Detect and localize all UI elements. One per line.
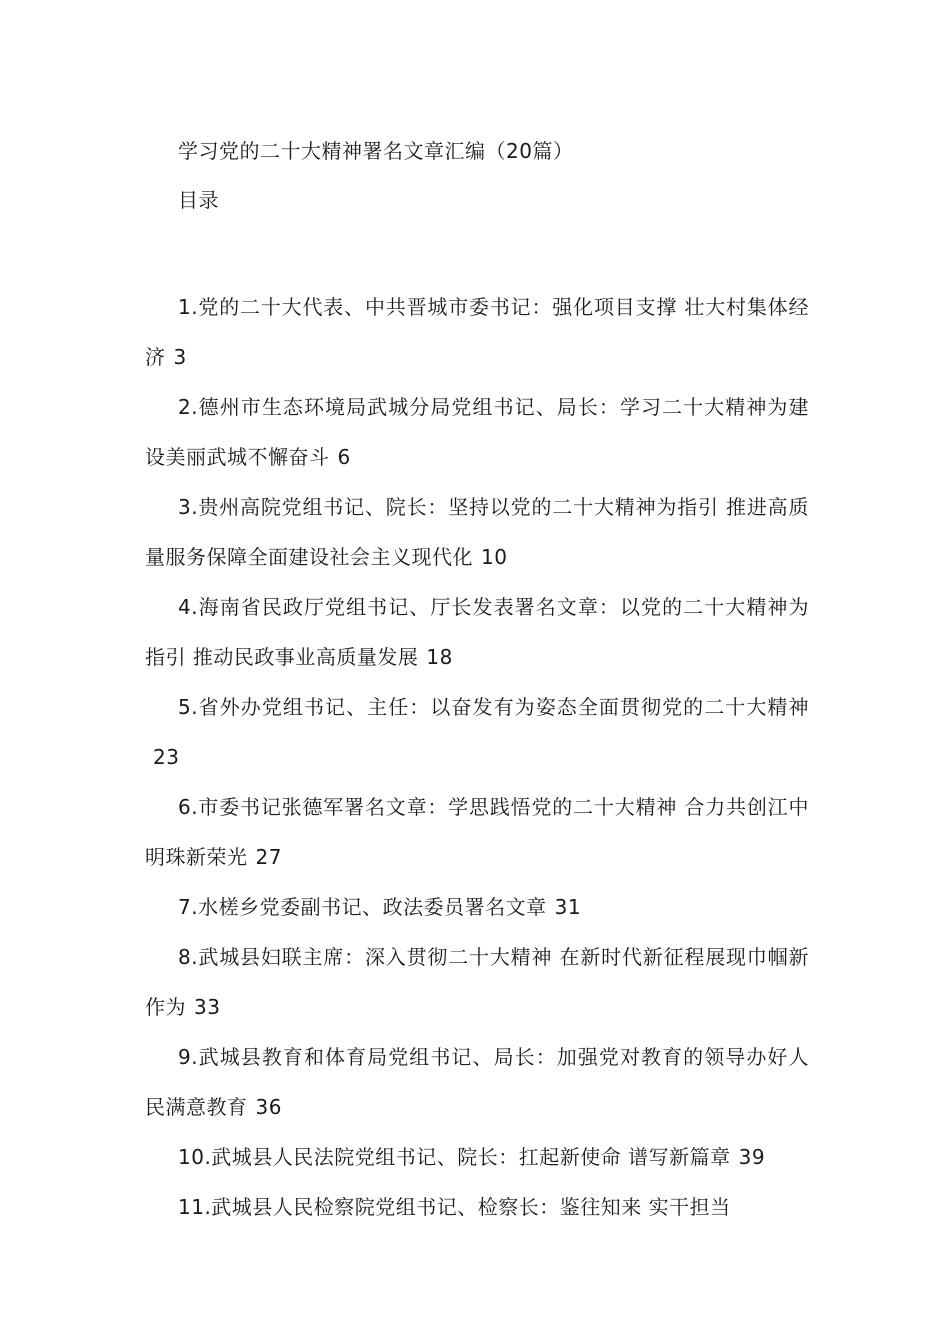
toc-entry-text: 6.市委书记张德军署名文章：学思践悟党的二十大精神 合力共创江中明珠新荣光 — [145, 795, 809, 869]
toc-entry — [145, 682, 809, 782]
toc-entry-page: 39 — [738, 1145, 766, 1169]
toc-entry-text: 1.党的二十大代表、中共晋城市委书记：强化项目支撑 壮大村集体经济 — [145, 295, 809, 369]
toc-entry-page: 31 — [554, 895, 582, 919]
toc-entry — [145, 482, 809, 582]
toc-entry-page: 3 — [173, 345, 187, 369]
toc-entry-text: 2.德州市生态环境局武城分局党组书记、局长：学习二十大精神为建设美丽武城不懈奋斗 — [145, 395, 809, 469]
toc-entry-page: 33 — [194, 995, 221, 1019]
toc-entry-text: 8.武城县妇联主席：深入贯彻二十大精神 在新时代新征程展现巾帼新作为 — [145, 945, 809, 1019]
toc-entry-page: 27 — [255, 845, 282, 869]
toc-entry — [145, 282, 809, 382]
toc-entry-page: 10 — [481, 545, 508, 569]
toc-entry-text: 11.武城县人民检察院党组书记、检察长：鉴往知来 实干担当 — [178, 1195, 731, 1219]
toc-entry-page: 36 — [255, 1095, 282, 1119]
toc-entry — [145, 382, 809, 482]
toc-entry — [145, 1182, 809, 1232]
toc-entry — [145, 882, 809, 932]
toc-heading: 目录 — [178, 188, 219, 212]
table-of-contents — [145, 282, 809, 1232]
toc-entry-page: 23 — [153, 745, 180, 769]
toc-entry-text: 5.省外办党组书记、主任：以奋发有为姿态全面贯彻党的二十大精神 — [178, 695, 809, 719]
toc-entry — [145, 932, 809, 1032]
toc-entry — [145, 1132, 809, 1182]
toc-entry — [145, 1032, 809, 1132]
toc-entry-page: 18 — [426, 645, 453, 669]
toc-entry — [145, 782, 809, 882]
toc-entry-text: 10.武城县人民法院党组书记、院长：扛起新使命 谱写新篇章 — [178, 1145, 731, 1169]
document-title: 学习党的二十大精神署名文章汇编（20篇） — [178, 139, 574, 163]
toc-entry — [145, 582, 809, 682]
toc-entry-page: 6 — [337, 445, 351, 469]
toc-entry-text: 4.海南省民政厅党组书记、厅长发表署名文章：以党的二十大精神为指引 推动民政事业高质量发展 — [145, 595, 809, 669]
toc-entry-text: 3.贵州高院党组书记、院长：坚持以党的二十大精神为指引 推进高质量服务保障全面建设社会主义现代化 — [145, 495, 809, 569]
toc-entry-text: 9.武城县教育和体育局党组书记、局长：加强党对教育的领导办好人民满意教育 — [145, 1045, 809, 1119]
toc-entry-text: 7.水槎乡党委副书记、政法委员署名文章 — [178, 895, 547, 919]
